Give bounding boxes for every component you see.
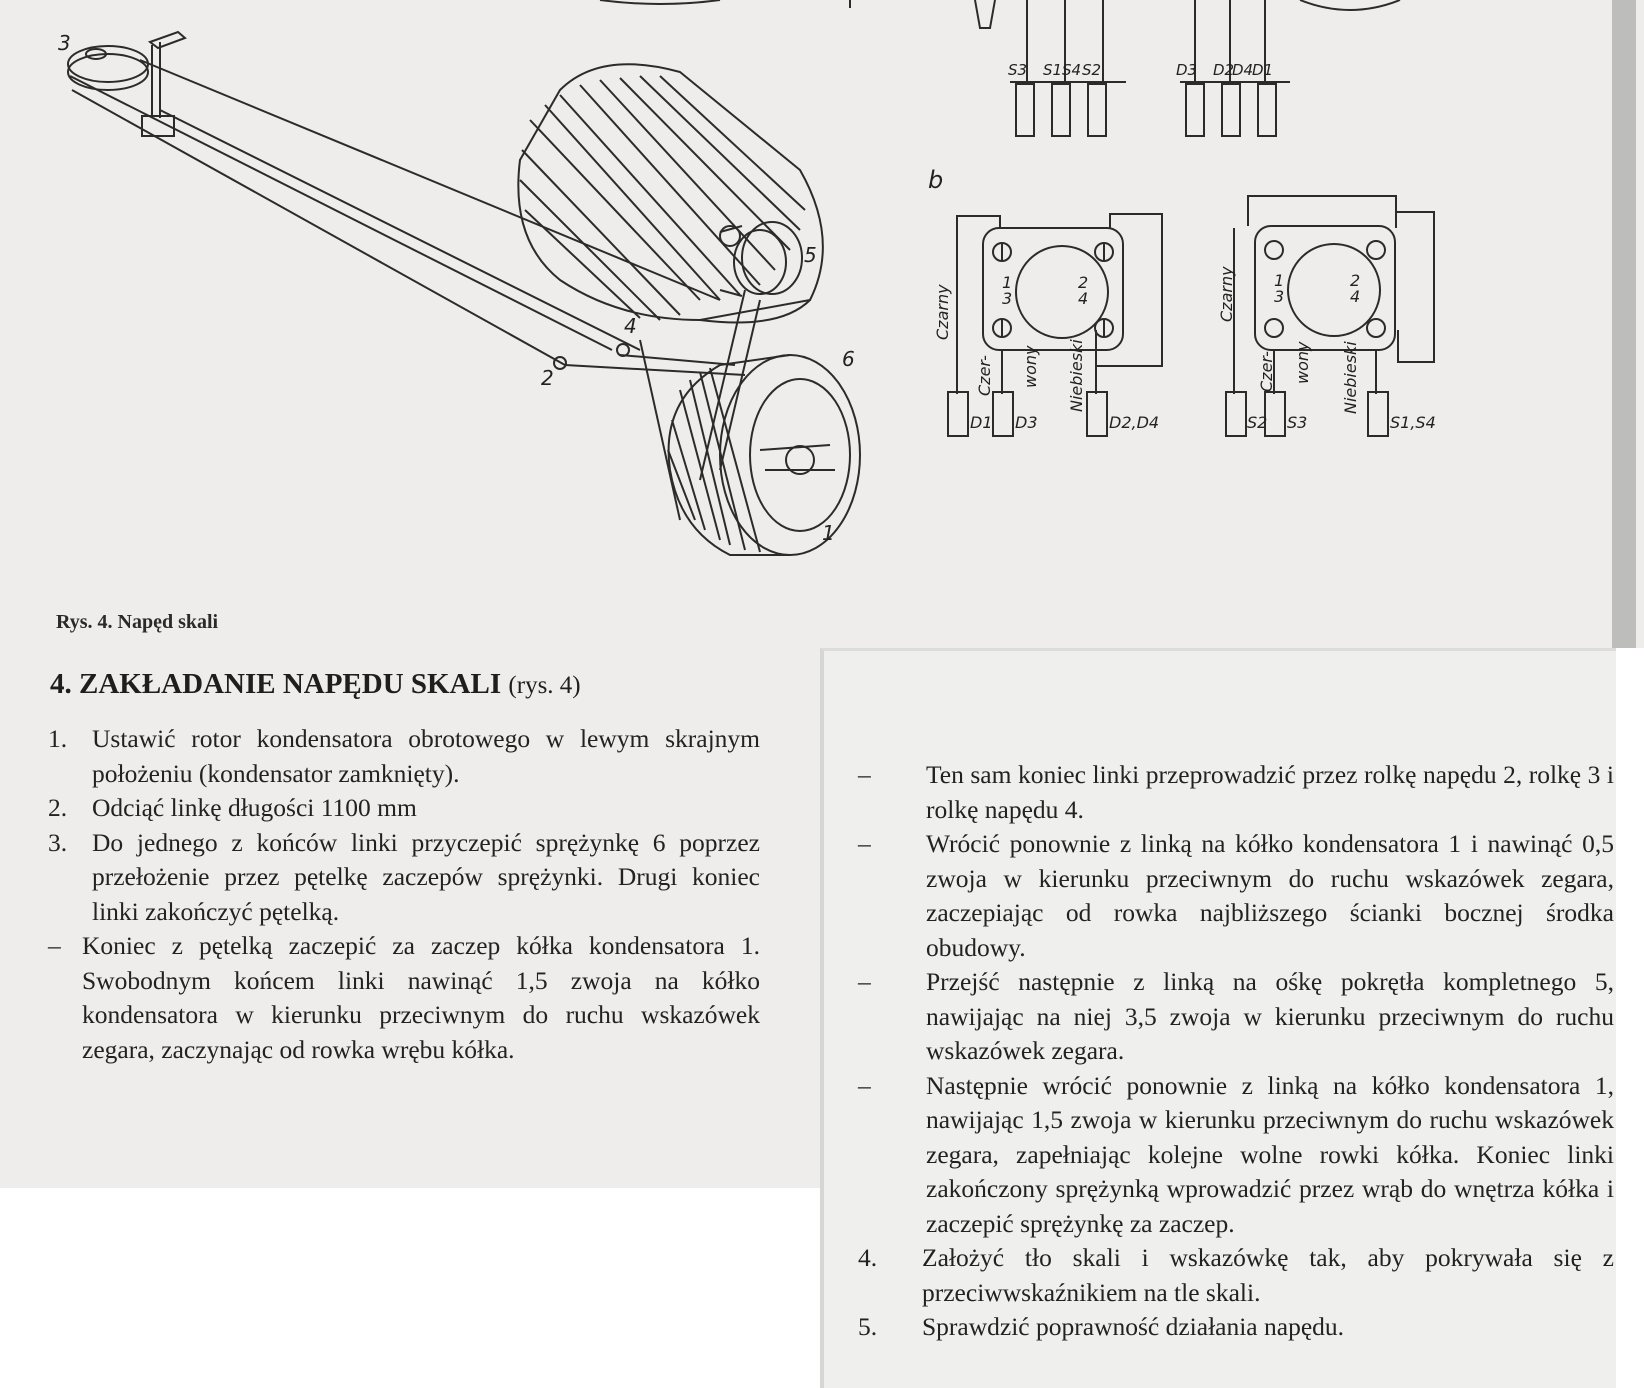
label-5: 5	[804, 243, 817, 267]
instruction-subitem	[858, 827, 1614, 965]
section-heading	[50, 668, 581, 701]
figure-drive-diagram	[0, 0, 1644, 600]
drive-labels	[58, 31, 855, 545]
switch-left-terminal-D3: D3	[1015, 413, 1038, 432]
switch-left-pin-4: 4	[1078, 289, 1089, 308]
switch-left-pin-3: 3	[1002, 289, 1013, 308]
switch-left-terminal-D2D4: D2,D4	[1109, 413, 1160, 432]
item-text: Ustawić rotor kondensatora obrotowego w lewym skrajnym położeniu (kondensator zamknięty).	[92, 724, 760, 788]
item-text: Sprawdzić poprawność działania napędu.	[922, 1312, 1345, 1341]
switch-left-wire-blue: Niebieski	[1067, 339, 1086, 412]
switch-right-labels	[1217, 266, 1436, 432]
switch-right-wire-black: Czarny	[1217, 266, 1236, 322]
switch-left-wire-red-b: wony	[1021, 345, 1040, 388]
item-text: Przejść następnie z linką na ośkę pokrętła kompletnego 5, nawijając na niej 3,5 zwoja w kierunku przeciwnym do ruchu wskazówek zegara.	[926, 967, 1614, 1065]
terminal-D2: D2	[1213, 61, 1235, 79]
label-6: 6	[842, 347, 855, 371]
instruction-item	[858, 1241, 1614, 1310]
switch-right-terminal-S3: S3	[1287, 413, 1308, 432]
item-marker: 1.	[48, 724, 68, 753]
item-marker: 5.	[858, 1312, 878, 1341]
terminal-D4: D4	[1232, 61, 1254, 79]
item-text: Ten sam koniec linki przeprowadzić przez rolkę napędu 2, rolkę 3 i rolkę napędu 4.	[926, 760, 1614, 824]
switch-left-wire-black: Czarny	[933, 284, 952, 340]
terminal-S2: S2	[1082, 61, 1102, 79]
terminal-S4: S4	[1062, 61, 1082, 79]
label-4: 4	[624, 314, 637, 338]
switch-left-pin-1: 1	[1002, 273, 1013, 292]
section-number: 4.	[50, 668, 72, 700]
switch-left-wire-red-a: Czer-	[975, 355, 994, 396]
left-column	[48, 722, 760, 1067]
page-edge-white	[1616, 648, 1644, 1388]
section-reference: (rys. 4)	[508, 672, 581, 699]
switch-right-wire-blue: Niebieski	[1341, 341, 1360, 414]
instruction-item	[48, 791, 760, 826]
terminal-D3: D3	[1176, 61, 1198, 79]
instruction-subitem	[858, 1069, 1614, 1242]
item-marker: 3.	[48, 827, 68, 857]
item-marker: –	[858, 1070, 871, 1100]
item-text: Założyć tło skali i wskazówkę tak, aby pokrywała się z przeciwwskaźnikiem na tle skali.	[922, 1243, 1614, 1307]
switch-right-wire-red-a: Czer-	[1257, 351, 1276, 392]
label-2: 2	[541, 366, 554, 390]
item-marker: 4.	[858, 1243, 878, 1272]
item-text: Koniec z pętelką zaczepić za zaczep kółka kondensatora 1. Swobodnym końcem linki nawinąć 1,5 zwoja na kółko kondensatora w kierunku przeciwnym do ruchu wskazówek zegara, zaczynając od rowka wrębu kółka.	[82, 931, 760, 1064]
item-text: Do jednego z końców linki przyczepić sprężynkę 6 poprzez przełożenie przez pętelkę zaczepów sprężynki. Drugi koniec linki zakończyć pętelką.	[92, 827, 760, 926]
instruction-item	[48, 722, 760, 791]
section-title-text: ZAKŁADANIE NAPĘDU SKALI	[79, 668, 502, 700]
item-text: Następnie wrócić ponownie z linką na kółko kondensatora 1, nawijając 1,5 zwoja w kierunku przeciwnym do ruchu wskazówek zegara, zapełniając kolejne wolne rowki kółka. Koniec linki zakończony sprężynką wprowadzić przez wrąb do wnętrza kółka i zaczepić sprężynkę za zaczep.	[926, 1070, 1614, 1238]
switch-left-terminal-D1: D1	[970, 413, 993, 432]
item-marker: –	[858, 829, 871, 858]
panel-b-label: b	[928, 166, 944, 194]
switch-right-pin-1: 1	[1274, 271, 1285, 290]
item-marker: –	[48, 931, 61, 960]
item-text: Odciąć linkę długości 1100 mm	[92, 793, 417, 822]
terminal-D1: D1	[1252, 61, 1274, 79]
right-column	[858, 758, 1614, 1345]
switch-right-pin-3: 3	[1274, 287, 1285, 306]
switch-left-pin-2: 2	[1078, 273, 1089, 292]
label-3: 3	[58, 31, 71, 55]
switch-right-terminal-S2: S2	[1247, 413, 1268, 432]
switch-left-labels	[933, 273, 1159, 432]
switch-right-drawing	[1226, 196, 1434, 436]
switch-right-terminal-S1S4: S1,S4	[1390, 413, 1436, 432]
instruction-subitem	[48, 929, 760, 1067]
terminal-S1: S1	[1043, 61, 1063, 79]
instruction-item	[858, 1310, 1614, 1345]
instruction-subitem	[858, 965, 1614, 1069]
switch-right-pin-4: 4	[1350, 287, 1361, 306]
item-marker: 2.	[48, 793, 68, 822]
top-terminal-labels	[1008, 61, 1273, 79]
terminal-S3: S3	[1008, 61, 1028, 79]
switch-left-drawing	[948, 214, 1162, 436]
figure-caption: Rys. 4. Napęd skali	[56, 611, 219, 633]
item-marker: –	[858, 967, 871, 996]
instruction-item	[48, 826, 760, 930]
instruction-subitem	[858, 758, 1614, 827]
item-marker: –	[858, 760, 871, 789]
switch-right-pin-2: 2	[1350, 271, 1361, 290]
item-text: Wrócić ponownie z linką na kółko kondensatora 1 i nawinąć 0,5 zwoja w kierunku przeciwnym do ruchu wskazówek zegara, zaczepiając od rowka najbliższego ścianki bocznej środka obudowy.	[926, 829, 1614, 962]
switch-right-wire-red-b: wony	[1293, 341, 1312, 384]
label-1: 1	[822, 521, 835, 545]
